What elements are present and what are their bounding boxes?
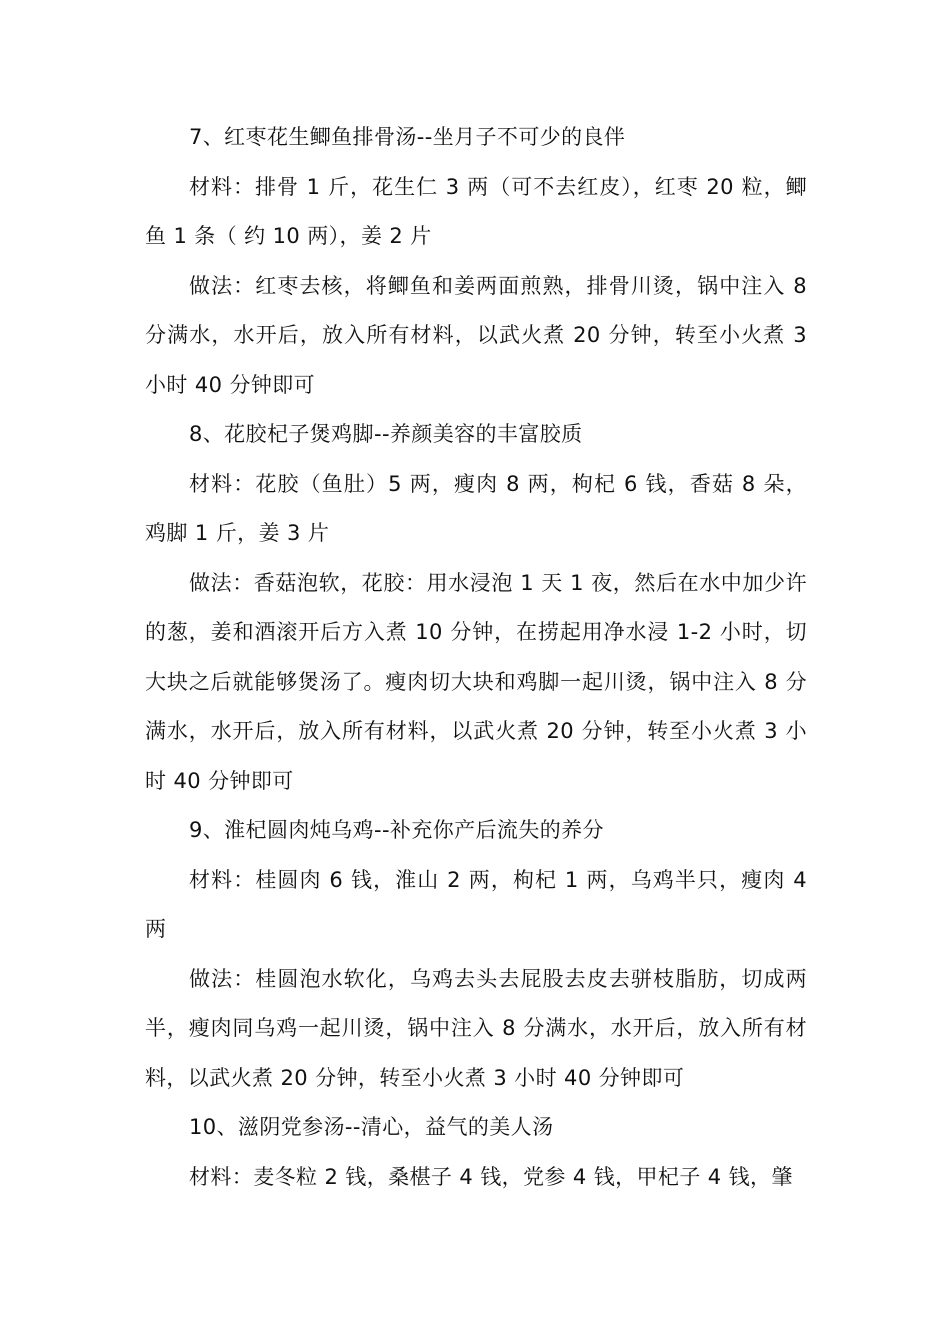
recipe-7-ingredients: 材料：排骨 1 斤，花生仁 3 两（可不去红皮），红枣 20 粒，鲫鱼 1 条（ 约 10 两），姜 2 片: [145, 174, 807, 248]
recipe-9-ingredients: 材料：桂圆肉 6 钱，淮山 2 两，枸杞 1 两，乌鸡半只，瘦肉 4 两: [145, 867, 807, 941]
recipe-10-ingredients: 材料：麦冬粒 2 钱，桑椹子 4 钱，党参 4 钱，甲杞子 4 钱，肇: [189, 1164, 793, 1189]
recipe-8-ingredients: 材料：花胶（鱼肚）5 两，瘦肉 8 两，枸杞 6 钱，香菇 8 朵，鸡脚 1 斤，姜 3 片: [145, 471, 807, 545]
document-body: [145, 113, 807, 1202]
recipe-7-method: 做法：红枣去核，将鲫鱼和姜两面煎熟，排骨川烫，锅中注入 8 分满水，水开后，放入所有材料，以武火煮 20 分钟，转至小火煮 3 小时 40 分钟即可: [145, 273, 807, 397]
recipe-9-method: 做法：桂圆泡水软化，乌鸡去头去屁股去皮去骈枝脂肪，切成两半，瘦肉同乌鸡一起川烫，锅中注入 8 分满水，水开后，放入所有材料，以武火煮 20 分钟，转至小火煮 3 小时 40 分钟即可: [145, 966, 807, 1090]
recipe-10-title: 10、滋阴党参汤--清心，益气的美人汤: [189, 1115, 554, 1139]
recipe-8-method: 做法：香菇泡软，花胶：用水浸泡 1 天 1 夜，然后在水中加少许的葱，姜和酒滚开后方入煮 10 分钟，在捞起用净水浸 1-2 小时，切大块之后就能够煲汤了。瘦肉切大块和鸡脚一起川烫，锅中注入 8 分满水，水开后，放入所有材料，以武火煮 20 分钟，转至小火煮 3 小时 40 分钟即可: [145, 570, 807, 793]
recipe-9-title: 9、淮杞圆肉炖乌鸡--补充你产后流失的养分: [189, 818, 604, 842]
recipe-7-title: 7、红枣花生鲫鱼排骨汤--坐月子不可少的良伴: [189, 125, 626, 149]
recipe-8-title: 8、花胶杞子煲鸡脚--养颜美容的丰富胶质: [189, 422, 583, 446]
